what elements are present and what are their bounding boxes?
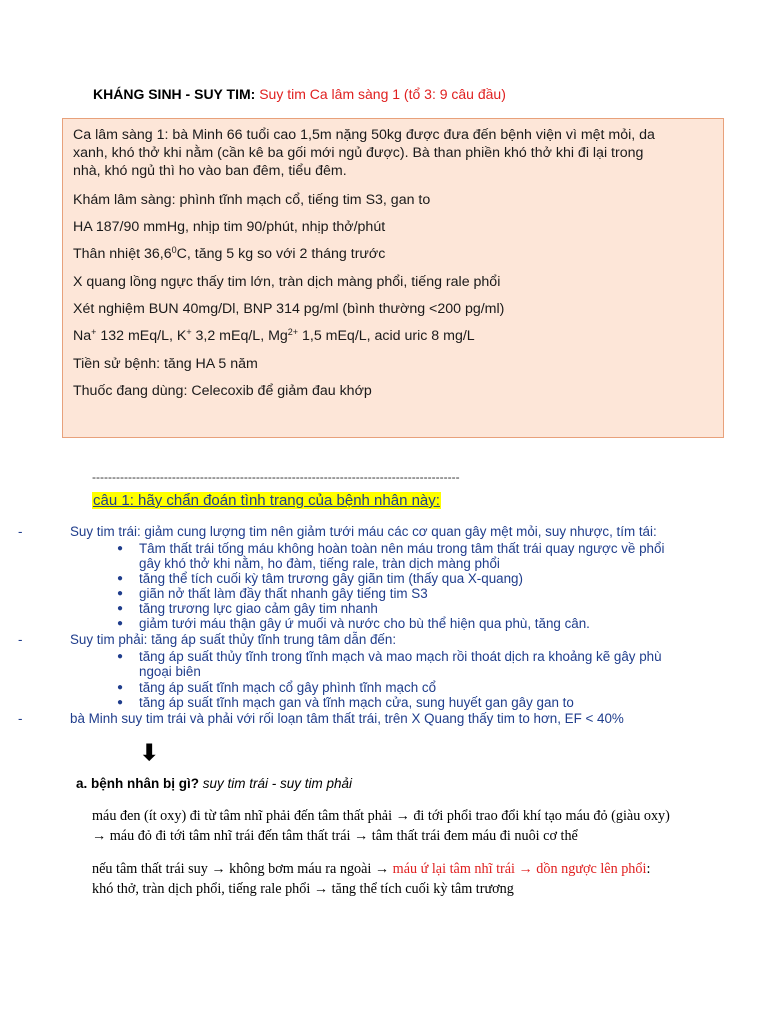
case-temp: [73, 246, 385, 262]
bullet-text: tăng áp suất tĩnh mạch cổ gây phình tĩnh mạch cổ: [139, 680, 437, 695]
para2-line1: [92, 859, 650, 879]
case-exam: Khám lâm sàng: phình tĩnh mạch cổ, tiếng tim S3, gan to: [73, 192, 431, 208]
answer-text: bà Minh suy tim trái và phải với rối loạn tâm thất trái, trên X Quang thấy tim to hơn, EF < 40%: [70, 711, 624, 726]
bullet-text: tăng thể tích cuối kỳ tâm trương gây giãn tim (thấy qua X-quang): [139, 571, 523, 586]
case-intro-3: nhà, khó ngủ thì ho vào ban đêm, tiểu đêm.: [73, 163, 347, 179]
section-a-label: a. bệnh nhân bị gì?: [76, 776, 199, 791]
bullet-text: tăng áp suất tĩnh mạch gan và tĩnh mạch cửa, sung huyết gan gây gan to: [139, 695, 574, 710]
ion-c: 1,5 mEq/L, acid uric 8 mg/L: [298, 328, 475, 344]
document-title: [93, 86, 506, 102]
bullet-dot: ●: [117, 543, 124, 554]
temp-sup: 0: [171, 245, 177, 255]
ion-mg-sup: 2+: [287, 327, 299, 337]
bullet-dot: ●: [117, 603, 124, 614]
bullet-text: giảm tưới máu thận gây ứ muối và nước cho bù thể hiện qua phù, tăng cân.: [139, 616, 590, 631]
case-xray: X quang lồng ngực thấy tim lớn, tràn dịch màng phổi, tiếng rale phổi: [73, 274, 501, 290]
para2-part2: :: [646, 861, 651, 877]
ion-na: Na: [73, 328, 92, 344]
bullet-text: giãn nở thất làm đầy thất nhanh gây tiếng tim S3: [139, 586, 428, 601]
bullet-dot: ●: [117, 588, 124, 599]
bullet-dot: ●: [117, 682, 124, 693]
para2-part1: nếu tâm thất trái suy → không bơm máu ra ngoài →: [92, 861, 393, 877]
case-intro-1: Ca lâm sàng 1: bà Minh 66 tuổi cao 1,5m nặng 50kg được đưa đến bệnh viện vì mệt mỏi, da: [73, 127, 655, 143]
bullet-dot: ●: [117, 651, 124, 662]
section-a-answer: suy tim trái - suy tim phải: [202, 776, 353, 791]
case-lab: Xét nghiệm BUN 40mg/Dl, BNP 314 pg/ml (bình thường <200 pg/ml): [73, 301, 505, 317]
bullet-text: gây khó thở khi nằm, ho đàm, tiếng rale, tràn dịch màng phổi: [139, 556, 500, 571]
ion-na-sup: +: [91, 327, 97, 337]
dash-marker: -: [18, 524, 23, 539]
case-drug: Thuốc đang dùng: Celecoxib để giảm đau khớp: [73, 383, 372, 399]
question-1: câu 1: hãy chẩn đoán tình trang của bệnh nhân này:: [93, 492, 440, 509]
temp-a: Thân nhiệt 36,6: [73, 246, 172, 262]
bullet-dot: ●: [117, 618, 124, 629]
case-ions: [73, 328, 475, 344]
bullet-text: tăng trương lực giao cảm gây tim nhanh: [139, 601, 378, 616]
case-box: [62, 118, 724, 438]
separator-line: --------------------------------------------------------------------------------------------: [92, 470, 460, 484]
answer-text: Suy tim trái: giảm cung lượng tim nên giảm tưới máu các cơ quan gây mệt mỏi, suy nhược, tím tái:: [70, 524, 657, 539]
answer-right-hf: [18, 632, 396, 647]
ion-a: 132 mEq/L, K: [96, 328, 187, 344]
title-bold: KHÁNG SINH - SUY TIM:: [93, 86, 256, 102]
temp-b: C, tăng 5 kg so với 2 tháng trước: [176, 246, 386, 262]
dash-marker: -: [18, 711, 23, 726]
case-history: Tiền sử bệnh: tăng HA 5 năm: [73, 356, 258, 372]
title-red: Suy tim Ca lâm sàng 1 (tổ 3: 9 câu đầu): [259, 86, 506, 102]
bullet-dot: ●: [117, 573, 124, 584]
answer-conclusion: [18, 711, 624, 726]
bullet-text: ngoại biên: [139, 664, 201, 679]
ion-b: 3,2 mEq/L, Mg: [191, 328, 288, 344]
section-a-heading: [76, 776, 352, 791]
case-intro-2: xanh, khó thở khi nằm (cần kê ba gối mới ngủ được). Bà than phiền khó thở khi đi lại trong: [73, 145, 644, 161]
case-bp: HA 187/90 mmHg, nhịp tim 90/phút, nhịp thở/phút: [73, 219, 386, 235]
bullet-dot: ●: [117, 697, 124, 708]
para2-line2: khó thở, tràn dịch phổi, tiếng rale phổi → tăng thể tích cuối kỳ tâm trương: [92, 881, 514, 897]
answer-text: Suy tim phải: tăng áp suất thủy tĩnh trung tâm dẫn đến:: [70, 632, 397, 647]
para2-red: máu ứ lại tâm nhĩ trái → dồn ngược lên phổi: [392, 861, 647, 877]
bullet-text: tăng áp suất thủy tĩnh trong tĩnh mạch và mao mạch rồi thoát dịch ra khoảng kẽ gây phù: [139, 649, 662, 664]
ion-k-sup: +: [186, 327, 192, 337]
bullet-text: Tâm thất trái tống máu không hoàn toàn nên máu trong tâm thất trái quay ngược về phổi: [139, 541, 665, 556]
arrow-down-icon: ⬇: [140, 740, 159, 765]
dash-marker: -: [18, 632, 23, 647]
para1-line2: → máu đỏ đi tới tâm nhĩ trái đến tâm thất trái → tâm thất trái đem máu đi nuôi cơ thể: [92, 828, 578, 844]
para1-line1: máu đen (ít oxy) đi từ tâm nhĩ phải đến tâm thất phải → đi tới phổi trao đổi khí tạo máu đỏ (giàu oxy): [92, 808, 670, 824]
answer-left-hf: [18, 524, 657, 539]
